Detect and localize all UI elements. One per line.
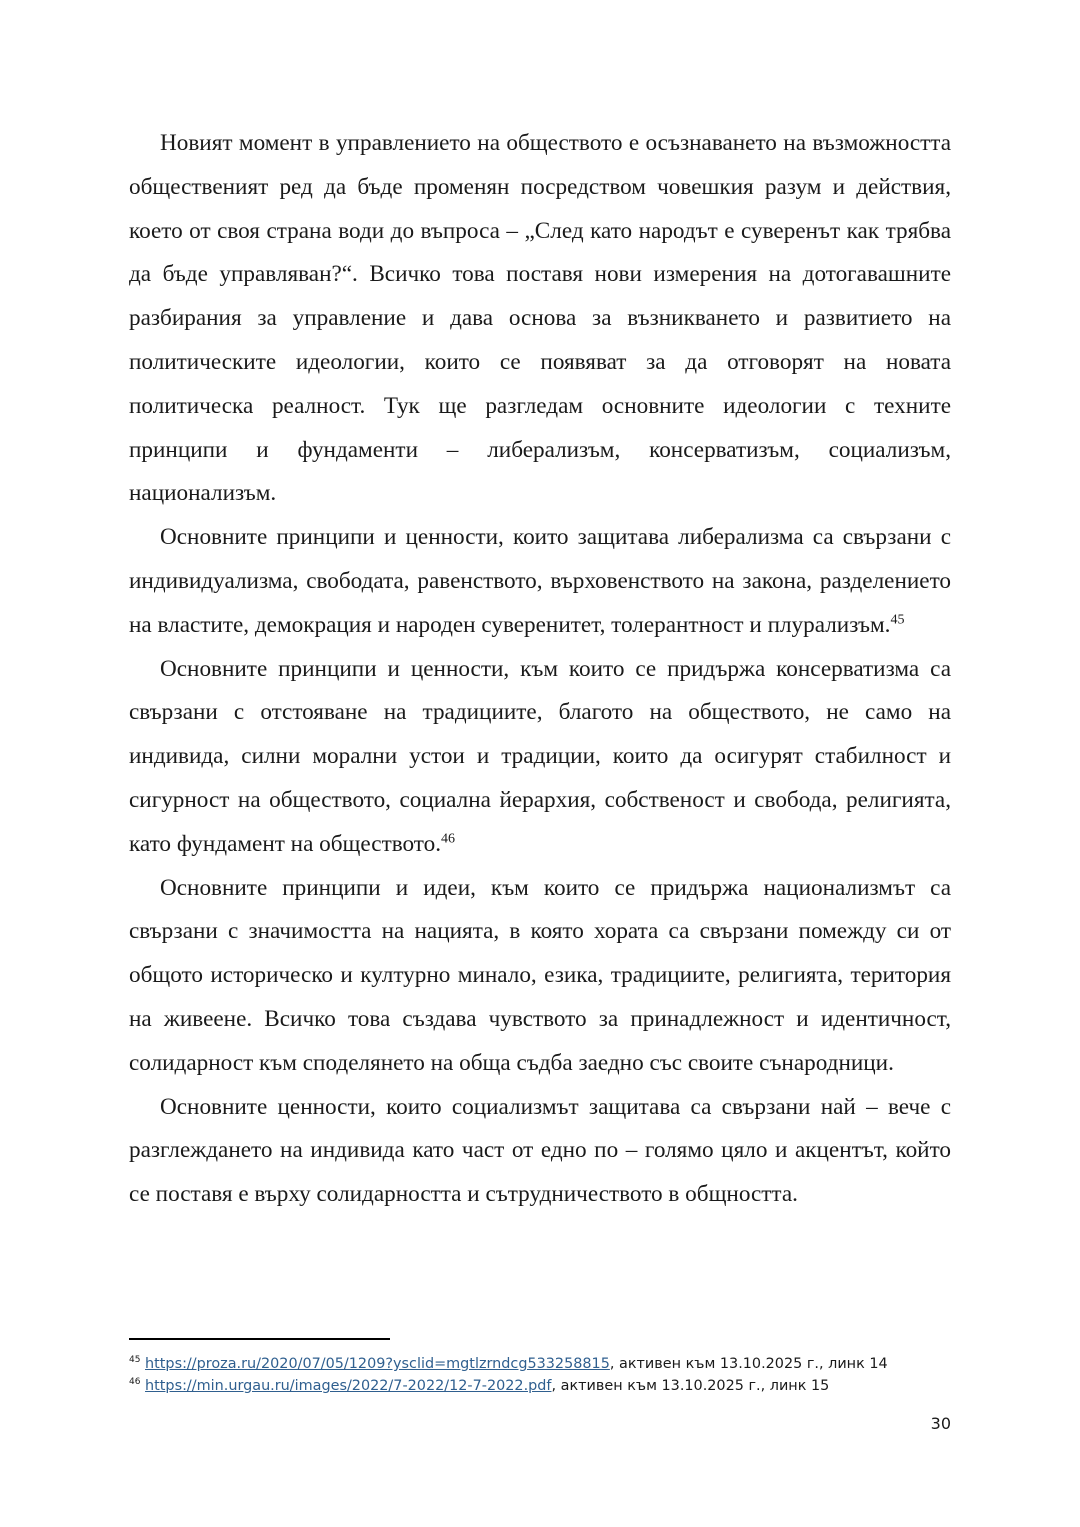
footnote-number: 46 [129, 1377, 141, 1388]
footnotes [129, 1353, 989, 1397]
footnote-link[interactable]: https://proza.ru/2020/07/05/1209?ysclid=mgtlzrndcg533258815 [145, 1356, 610, 1372]
footnote-ref-46[interactable]: 46 [441, 831, 455, 847]
paragraph-text: Основните принципи и ценности, към които се придържа консерватизма са свързани с отстояване на традициите, благото на обществото, не само на индивида, силни морални устои и традиции, които да осигурят стабилност и сигурност на обществото, социална йерархия, собственост и свобода, религията, като фундамент на обществото. [129, 655, 951, 857]
paragraph-text: Основните принципи и ценности, които защитава либерализма са свързани с индивидуализма, свободата, равенството, върховенството на закона, разделението на властите, демокрация и народен суверенитет, толерантност и плурализъм. [129, 524, 951, 638]
paragraph-3 [129, 648, 951, 867]
paragraph-text: Основните принципи и идеи, към които се придържа национализмът са свързани с значимостта на нацията, в която хората са свързани помежду си от общото историческо и културно минало, езика, традициите, религията, територия на живеене. Всичко това създава чувството за принадлежност и идентичност, солидарност към споделянето на обща съдба заедно със своите сънародници. [129, 874, 951, 1076]
footnote-separator [129, 1338, 390, 1340]
footnote-number: 45 [129, 1355, 141, 1366]
paragraph-2 [129, 516, 951, 647]
paragraph-text: Новият момент в управлението на обществото е осъзнаването на възможността общественият ред да бъде променян посредством човешкия разум и действия, което от своя страна води до въпроса – „След като народът е суверенът как трябва да бъде управляван?“. Всичко това поставя нови измерения на дотогавашните разбирания за управление и дава основа за възникването и развитието на политическите идеологии, които се появяват за да отговорят на новата политическа реалност. Тук ще разгледам основните идеологии с техните принципи и фундаменти – либерализъм, консерватизъм, социализъм, национализъм. [129, 130, 951, 507]
footnote-link[interactable]: https://min.urgau.ru/images/2022/7-2022/12-7-2022.pdf [145, 1378, 552, 1394]
paragraph-1 [129, 122, 951, 516]
footnote-45 [129, 1353, 989, 1375]
footnote-note: , активен към 13.10.2025 г., линк 14 [609, 1356, 888, 1372]
footnote-46 [129, 1375, 989, 1397]
body-text [129, 122, 951, 1217]
paragraph-4 [129, 867, 951, 1086]
footnote-ref-45[interactable]: 45 [890, 612, 905, 628]
page-number: 30 [930, 1414, 951, 1433]
footnote-note: , активен към 13.10.2025 г., линк 15 [551, 1378, 830, 1394]
paragraph-5 [129, 1086, 951, 1217]
paragraph-text: Основните ценности, които социализмът защитава са свързани най – вече с разглеждането на индивида като част от едно по – голямо цяло и акцентът, който се поставя е върху солидарността и сътрудничеството в общността. [129, 1093, 951, 1208]
